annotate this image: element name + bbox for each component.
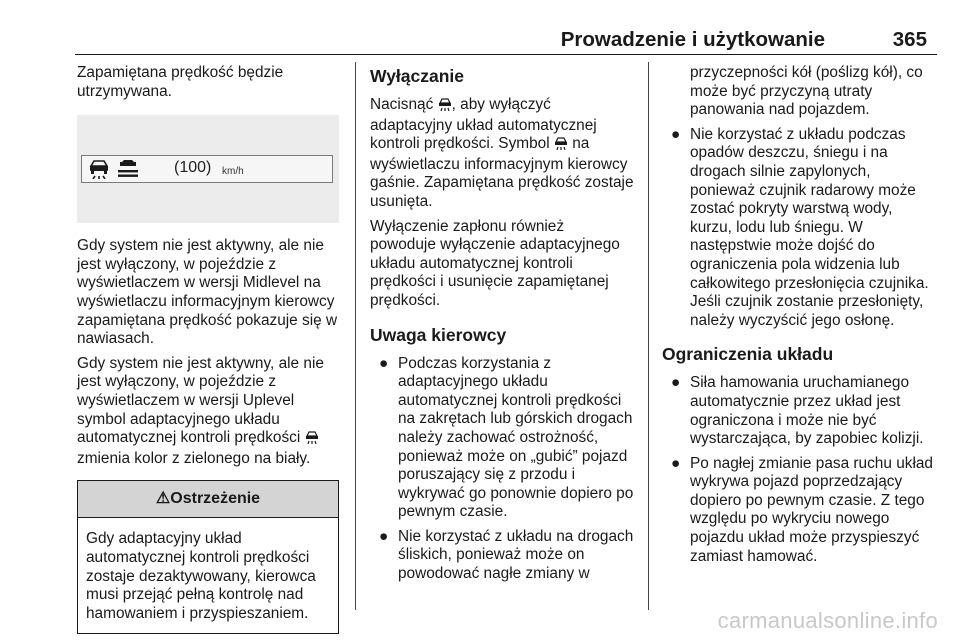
page-number: 365 [892, 28, 927, 51]
warning-title: Ostrzeżenie [170, 490, 261, 508]
adaptive-cruise-icon [554, 137, 568, 156]
page-header [75, 26, 937, 55]
display-illustration [77, 115, 339, 223]
list-item: ● Podczas korzystania z adaptacyjnego układu automatycznej kontroli prędkości na zakrętach lub górskich drogach należy zachować ostrożność, ponieważ może on „gubić” pojazd poruszający się z przodu i wykrywać go ponownie dopiero po pewnym czasie. [379, 354, 634, 521]
list-item: ● Nie korzystać z układu podczas opadów deszczu, śniegu i na drogach silnie zapylonych, ponieważ czujnik radarowy może zostać pokryty warstwą wody, kurzu, lodu lub śniegu. W następstwie może dojść do ograniczenia pola widzenia lub całkowitego przesłonięcia czujnika. Jeśli czujnik zostanie przesłonięty, należy wyczyścić jego osłonę. [671, 125, 929, 329]
section-heading: Ograniczenia układu [662, 344, 834, 365]
bullet-icon: ● [379, 527, 389, 545]
adaptive-cruise-icon [88, 159, 112, 185]
list-item: ● Nie korzystać z układu na drogach śliskich, ponieważ może on powodować nagłe zmiany w [379, 527, 634, 583]
paragraph: Wyłączenie zapłonu również powoduje wyłączenie adaptacyjnego układu automatycznej kontroli prędkości i usunięcie zapamiętanej prędkości. [370, 217, 620, 309]
speed-unit: km/h [222, 166, 244, 178]
warning-header [78, 481, 338, 518]
following-distance-icon [116, 159, 140, 185]
column-right [662, 64, 937, 572]
bullet-icon: ● [379, 354, 389, 372]
paragraph: Gdy system nie jest aktywny, ale nie jest wyłączony, w pojeździe z wyświetlaczem w wersji Uplevel symbol adaptacyjnego układu automatycznej kontroli prędkości zmienia kolor z zielonego na biały. [77, 354, 324, 467]
bullet-icon: ● [671, 125, 681, 143]
warning-body: Gdy adaptacyjny układ automatycznej kontroli prędkości zostaje dezaktywowany, kierowca musi przejąć pełną kontrolę nad hamowaniem i przyspieszaniem. [86, 530, 316, 622]
adaptive-cruise-icon [438, 98, 452, 117]
section-heading: Wyłączanie [370, 66, 465, 86]
warning-icon: ⚠ [155, 490, 171, 508]
paragraph: Gdy system nie jest aktywny, ale nie jest wyłączony, w pojeździe z wyświetlaczem w wersji Midlevel na wyświetlaczu informacyjnym kierowcy zapamiętana prędkość pokazuje się w nawiasach. [77, 237, 338, 348]
set-speed-value: (100) [174, 159, 212, 177]
list-item: ● Po nagłej zmianie pasa ruchu układ wykrywa pojazd poprzedzający dopiero po pewnym czasie. Z tego względu po wykryciu nowego pojazdu układ może przyspieszyć zamiast hamować. [671, 454, 933, 565]
display-frame [81, 155, 333, 183]
paragraph: Zapamiętana prędkość będzie utrzymywana. [77, 64, 284, 100]
list-item-continued: przyczepności kół (poślizg kół), co może być przyczyną utraty panowania nad pojazdem. [690, 64, 923, 119]
warning-box [77, 480, 339, 634]
column-left [77, 64, 339, 634]
column-middle [370, 64, 634, 590]
paragraph: Nacisnąć , aby wyłączyć adaptacyjny układ automatycznej kontroli prędkości. Symbol na wyświetlaczu informacyjnym kierowcy gaśnie. Zapamiętana prędkość zostaje usunięta. [370, 96, 634, 210]
list-item: ● Siła hamowania uruchamianego automatycznie przez układ jest ograniczona i może nie być wystarczająca, by zapobiec kolizji. [671, 374, 924, 448]
adaptive-cruise-icon [305, 431, 319, 450]
column-divider [648, 62, 649, 610]
column-divider [355, 62, 356, 610]
header-title: Prowadzenie i użytkowanie [560, 28, 825, 51]
section-heading: Uwaga kierowcy [370, 324, 507, 345]
watermark: carmanualsonline.info [717, 608, 938, 633]
bullet-icon: ● [671, 374, 681, 392]
bullet-icon: ● [671, 454, 681, 472]
